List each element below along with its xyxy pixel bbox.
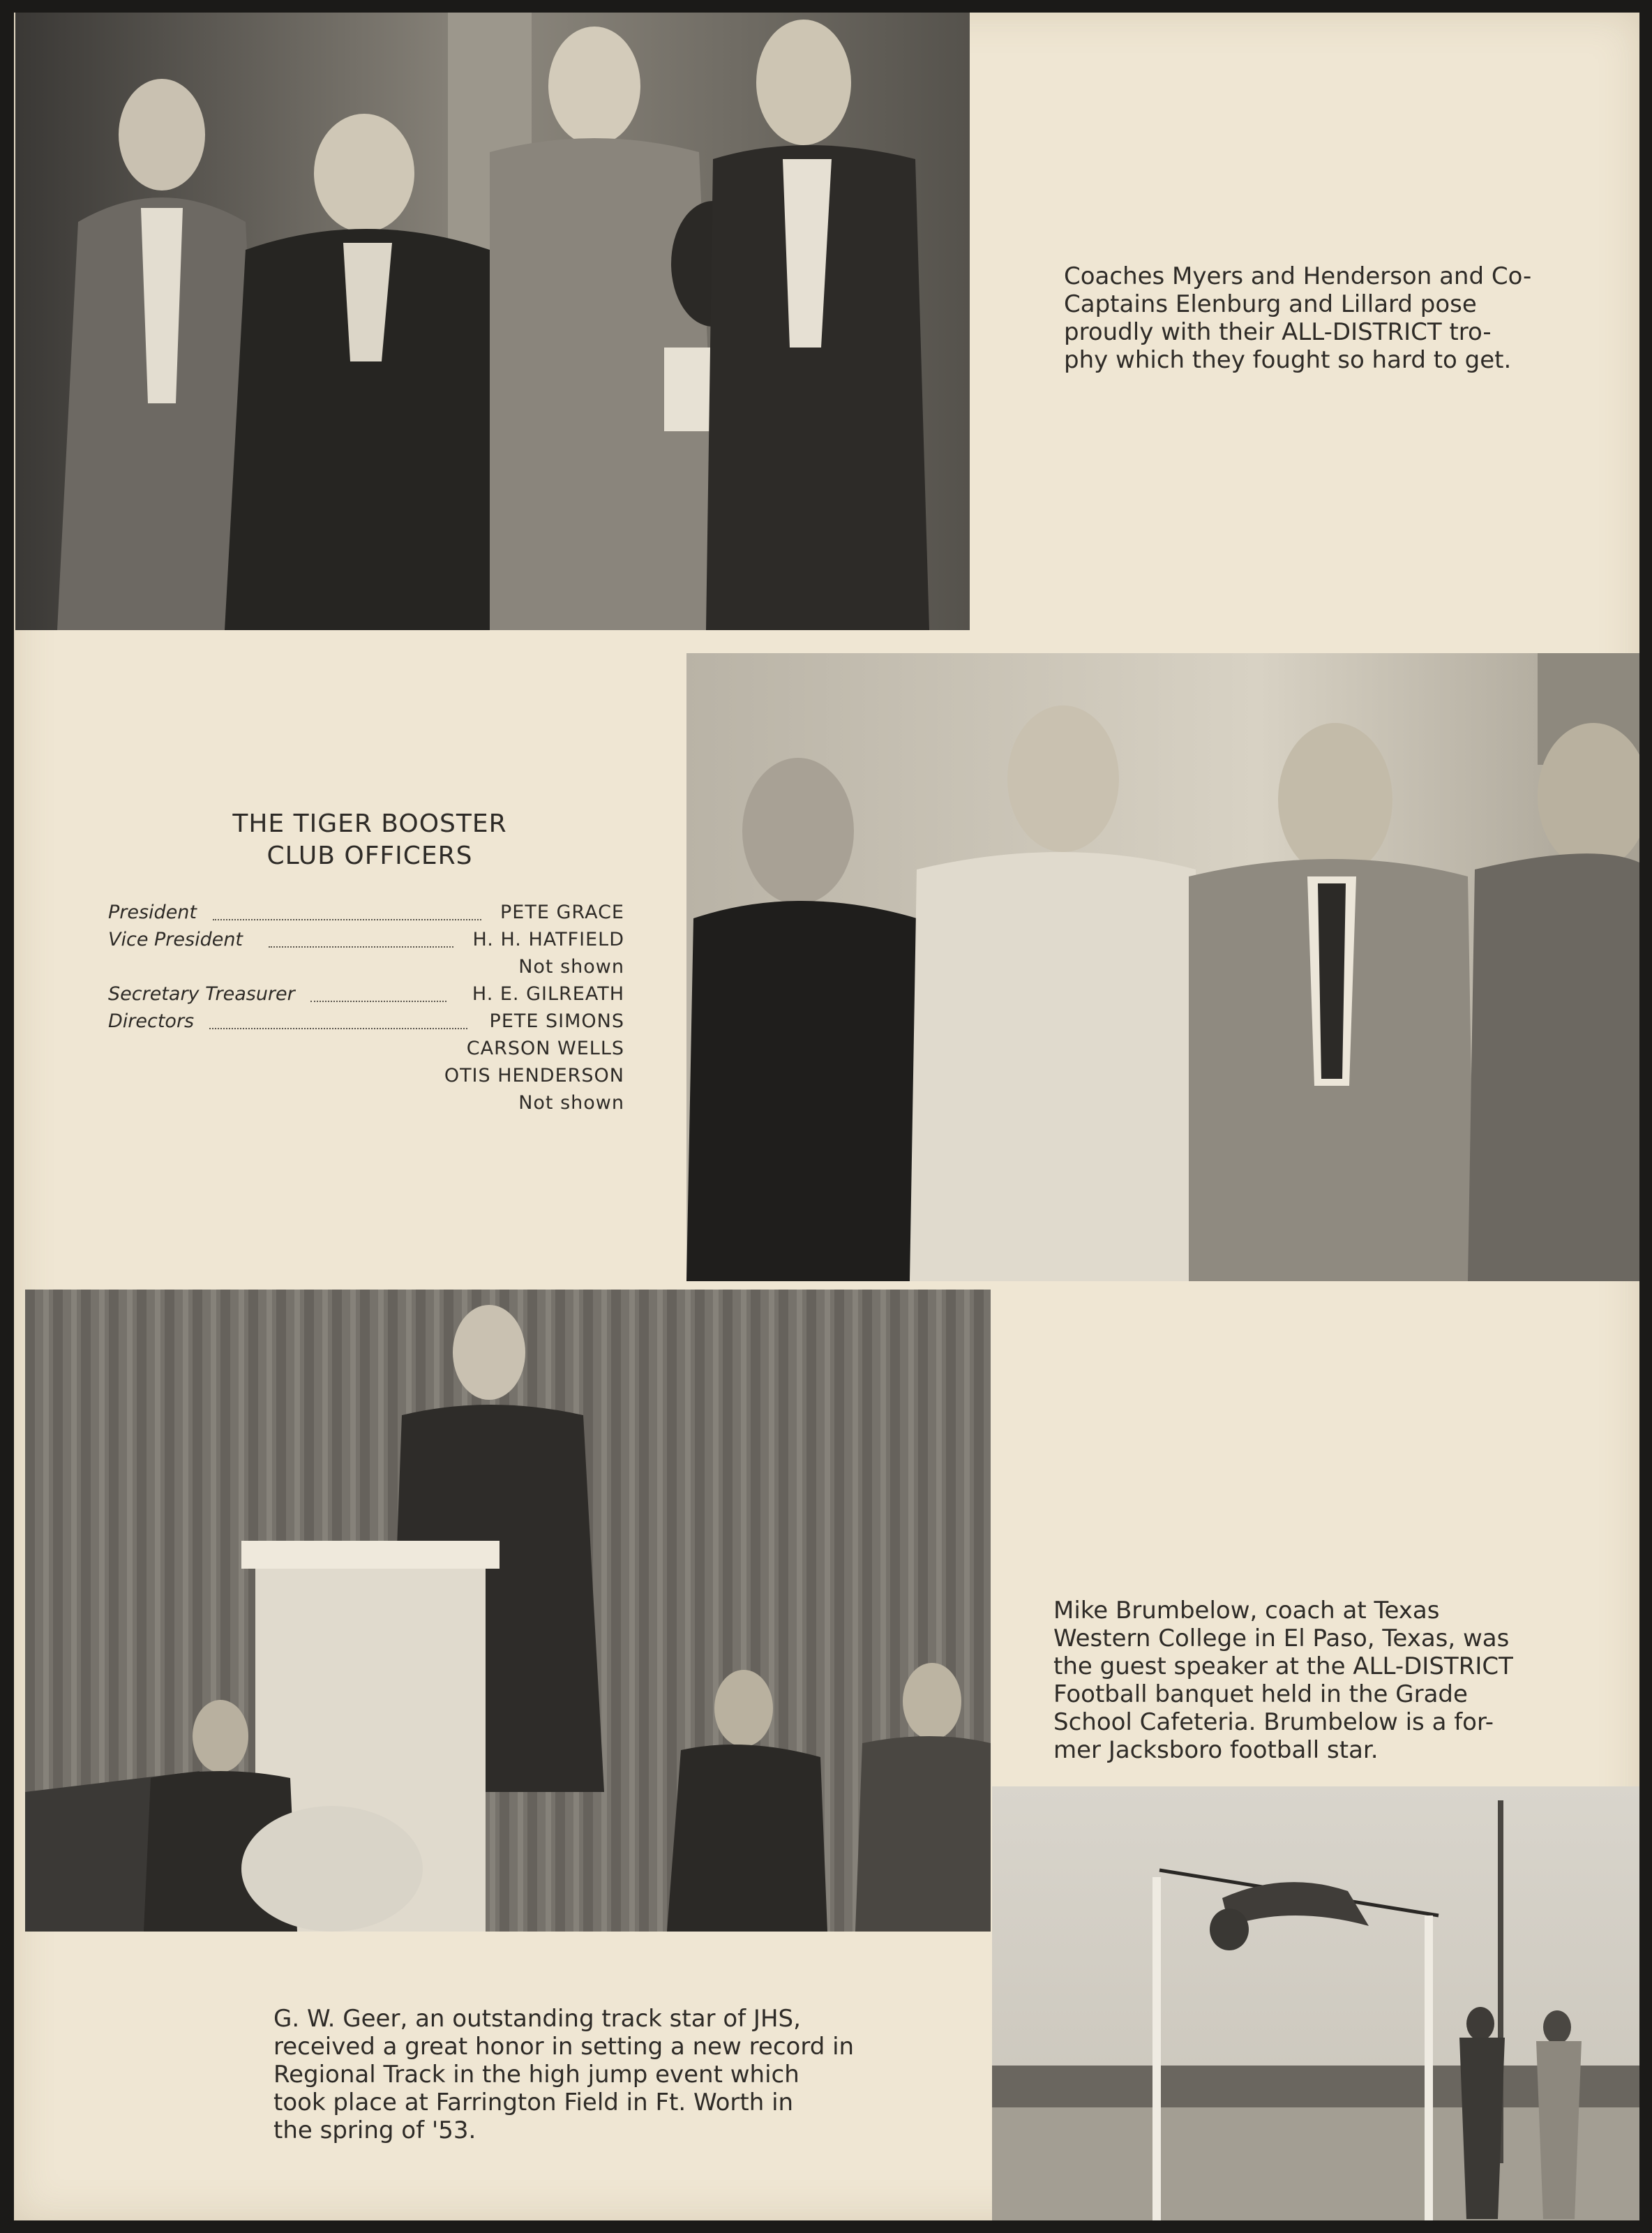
booster-officers-photo — [686, 653, 1639, 1281]
leader-dots — [269, 946, 453, 948]
officer-row — [108, 953, 624, 980]
track-caption-line: the spring of '53. — [273, 2116, 476, 2144]
officer-name: H. H. HATFIELD — [472, 929, 624, 950]
booster-club-heading-line: CLUB OFFICERS — [266, 842, 473, 870]
officer-name: PETE GRACE — [500, 902, 624, 923]
speaker-caption-line: Western College in El Paso, Texas, was — [1053, 1625, 1510, 1652]
trophy-caption-line: Captains Elenburg and Lillard pose — [1064, 290, 1477, 318]
officer-row — [108, 1008, 624, 1035]
officer-row — [108, 1035, 624, 1062]
officer-name: OTIS HENDERSON — [444, 1065, 624, 1086]
leader-dots — [310, 1001, 446, 1002]
speaker-caption-line: the guest speaker at the ALL-DISTRICT — [1053, 1652, 1513, 1680]
officer-name: PETE SIMONS — [489, 1010, 624, 1032]
officer-row — [108, 899, 624, 926]
officer-role: President — [108, 902, 197, 923]
speaker-caption — [1053, 1597, 1566, 1764]
officer-role: Directors — [108, 1010, 195, 1032]
leader-dots — [213, 919, 481, 920]
officer-row — [108, 1089, 624, 1116]
officer-name: CARSON WELLS — [466, 1038, 624, 1059]
trophy-caption-line: Coaches Myers and Henderson and Co- — [1064, 262, 1532, 290]
trophy-group-photo — [15, 13, 970, 630]
officer-row — [108, 980, 624, 1008]
officer-name: Not shown — [518, 956, 624, 978]
officer-row — [108, 1062, 624, 1089]
speaker-caption-line: School Cafeteria. Brumbelow is a for- — [1053, 1708, 1494, 1736]
officer-role: Secretary Treasurer — [108, 983, 295, 1005]
officer-role: Vice President — [108, 929, 243, 950]
track-caption-line: G. W. Geer, an outstanding track star of JHS, — [273, 2005, 801, 2033]
officer-row — [108, 926, 624, 953]
booster-club-heading — [181, 808, 558, 872]
high-jump-photo — [992, 1786, 1639, 2220]
yearbook-page — [14, 13, 1639, 2220]
officer-name: Not shown — [518, 1092, 624, 1114]
booster-club-heading-line: THE TIGER BOOSTER — [232, 809, 507, 838]
speaker-caption-line: Football banquet held in the Grade — [1053, 1680, 1468, 1708]
banquet-speaker-photo — [25, 1290, 991, 1932]
officer-name: H. E. GILREATH — [472, 983, 624, 1005]
track-caption-line: took place at Farrington Field in Ft. Worth in — [273, 2089, 794, 2116]
track-caption — [273, 2005, 929, 2144]
officers-list — [108, 899, 624, 1116]
speaker-caption-line: Mike Brumbelow, coach at Texas — [1053, 1597, 1440, 1625]
track-caption-line: received a great honor in setting a new record in — [273, 2033, 855, 2061]
trophy-caption-line: proudly with their ALL-DISTRICT tro- — [1064, 318, 1492, 346]
trophy-caption-line: phy which they fought so hard to get. — [1064, 346, 1512, 374]
track-caption-line: Regional Track in the high jump event which — [273, 2061, 799, 2089]
leader-dots — [209, 1028, 467, 1029]
trophy-caption — [1064, 262, 1580, 374]
speaker-caption-line: mer Jacksboro football star. — [1053, 1736, 1379, 1764]
